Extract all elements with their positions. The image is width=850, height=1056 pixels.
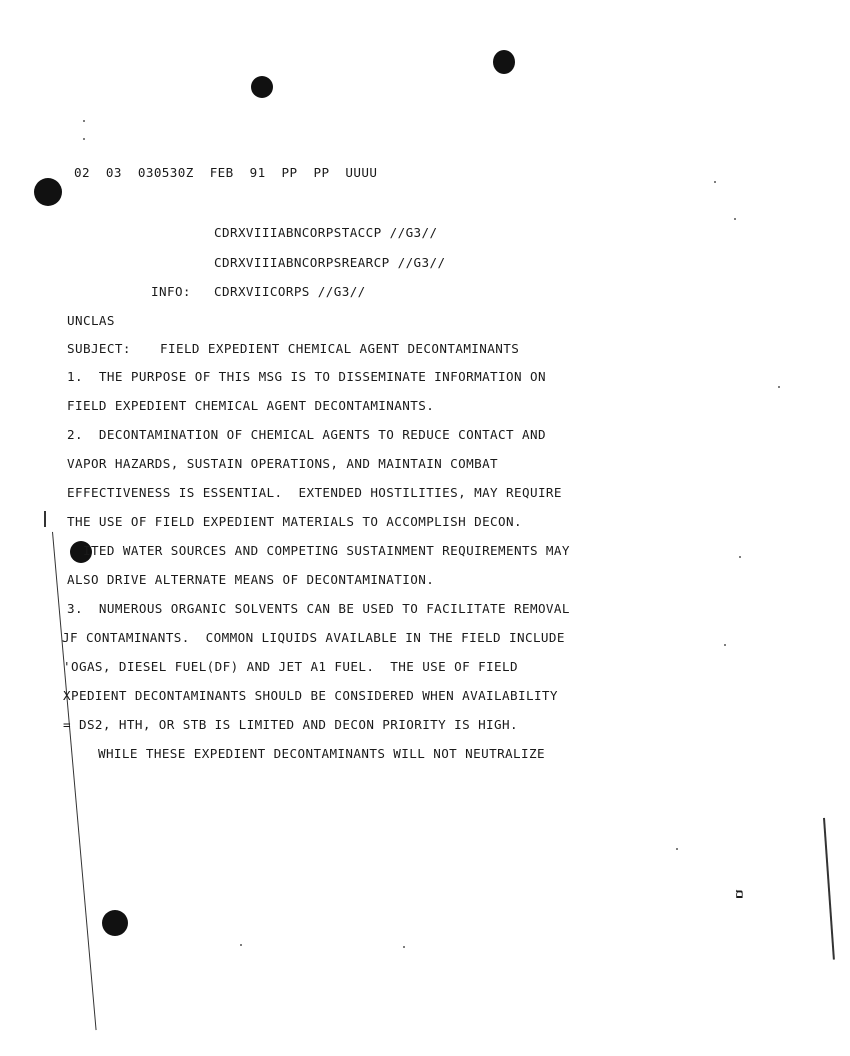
punch-hole-top-right (493, 50, 515, 74)
body-line: EFFECTIVENESS IS ESSENTIAL. EXTENDED HOSTILITIES, MAY REQUIRE (67, 485, 562, 500)
classification: UNCLAS (67, 313, 115, 328)
body-line: VAPOR HAZARDS, SUSTAIN OPERATIONS, AND MAINTAIN COMBAT (67, 456, 499, 471)
speck (240, 944, 242, 946)
addressee-to-2: CDRXVIIIABNCORPSREARCP //G3// (214, 255, 446, 270)
body-line: 'OGAS, DIESEL FUEL(DF) AND JET A1 FUEL. THE USE OF FIELD (63, 659, 518, 674)
subject-label: SUBJECT: (67, 341, 131, 356)
info-label: INFO: (151, 284, 191, 299)
body-line: 3. NUMEROUS ORGANIC SOLVENTS CAN BE USED TO FACILITATE REMOVAL (67, 601, 570, 616)
subject-text: FIELD EXPEDIENT CHEMICAL AGENT DECONTAMINANTS (160, 341, 520, 356)
punch-hole-top-left (251, 76, 273, 98)
speck (83, 120, 85, 122)
speck (83, 138, 85, 140)
punch-hole-bottom-left (102, 910, 128, 936)
corner-mark: ם (735, 886, 744, 902)
speck (403, 946, 405, 948)
body-line: THE USE OF FIELD EXPEDIENT MATERIALS TO ACCOMPLISH DECON. (67, 514, 522, 529)
body-line: JF CONTAMINANTS. COMMON LIQUIDS AVAILABLE IN THE FIELD INCLUDE (62, 630, 565, 645)
speck (778, 386, 780, 388)
scan-edge-right (823, 818, 835, 960)
speck (714, 181, 716, 183)
addressee-info: CDRXVIICORPS //G3// (214, 284, 366, 299)
speck (676, 848, 678, 850)
scan-edge-tick (44, 511, 46, 527)
body-line: ITED WATER SOURCES AND COMPETING SUSTAINMENT REQUIREMENTS MAY (67, 543, 570, 558)
body-line: = DS2, HTH, OR STB IS LIMITED AND DECON PRIORITY IS HIGH. (63, 717, 518, 732)
addressee-to-1: CDRXVIIIABNCORPSTACCP //G3// (214, 225, 438, 240)
body-line: ALSO DRIVE ALTERNATE MEANS OF DECONTAMINATION. (67, 572, 435, 587)
punch-hole-left (34, 178, 62, 206)
body-line: FIELD EXPEDIENT CHEMICAL AGENT DECONTAMINANTS. (67, 398, 435, 413)
speck (739, 556, 741, 558)
speck (724, 644, 726, 646)
speck (734, 218, 736, 220)
body-line: WHILE THESE EXPEDIENT DECONTAMINANTS WILL NOT NEUTRALIZE (82, 746, 545, 761)
body-line: 2. DECONTAMINATION OF CHEMICAL AGENTS TO REDUCE CONTACT AND (67, 427, 546, 442)
message-header-line: 02 03 030530Z FEB 91 PP PP UUUU (74, 165, 378, 180)
body-line: 1. THE PURPOSE OF THIS MSG IS TO DISSEMINATE INFORMATION ON (67, 369, 546, 384)
body-line: XPEDIENT DECONTAMINANTS SHOULD BE CONSIDERED WHEN AVAILABILITY (63, 688, 558, 703)
